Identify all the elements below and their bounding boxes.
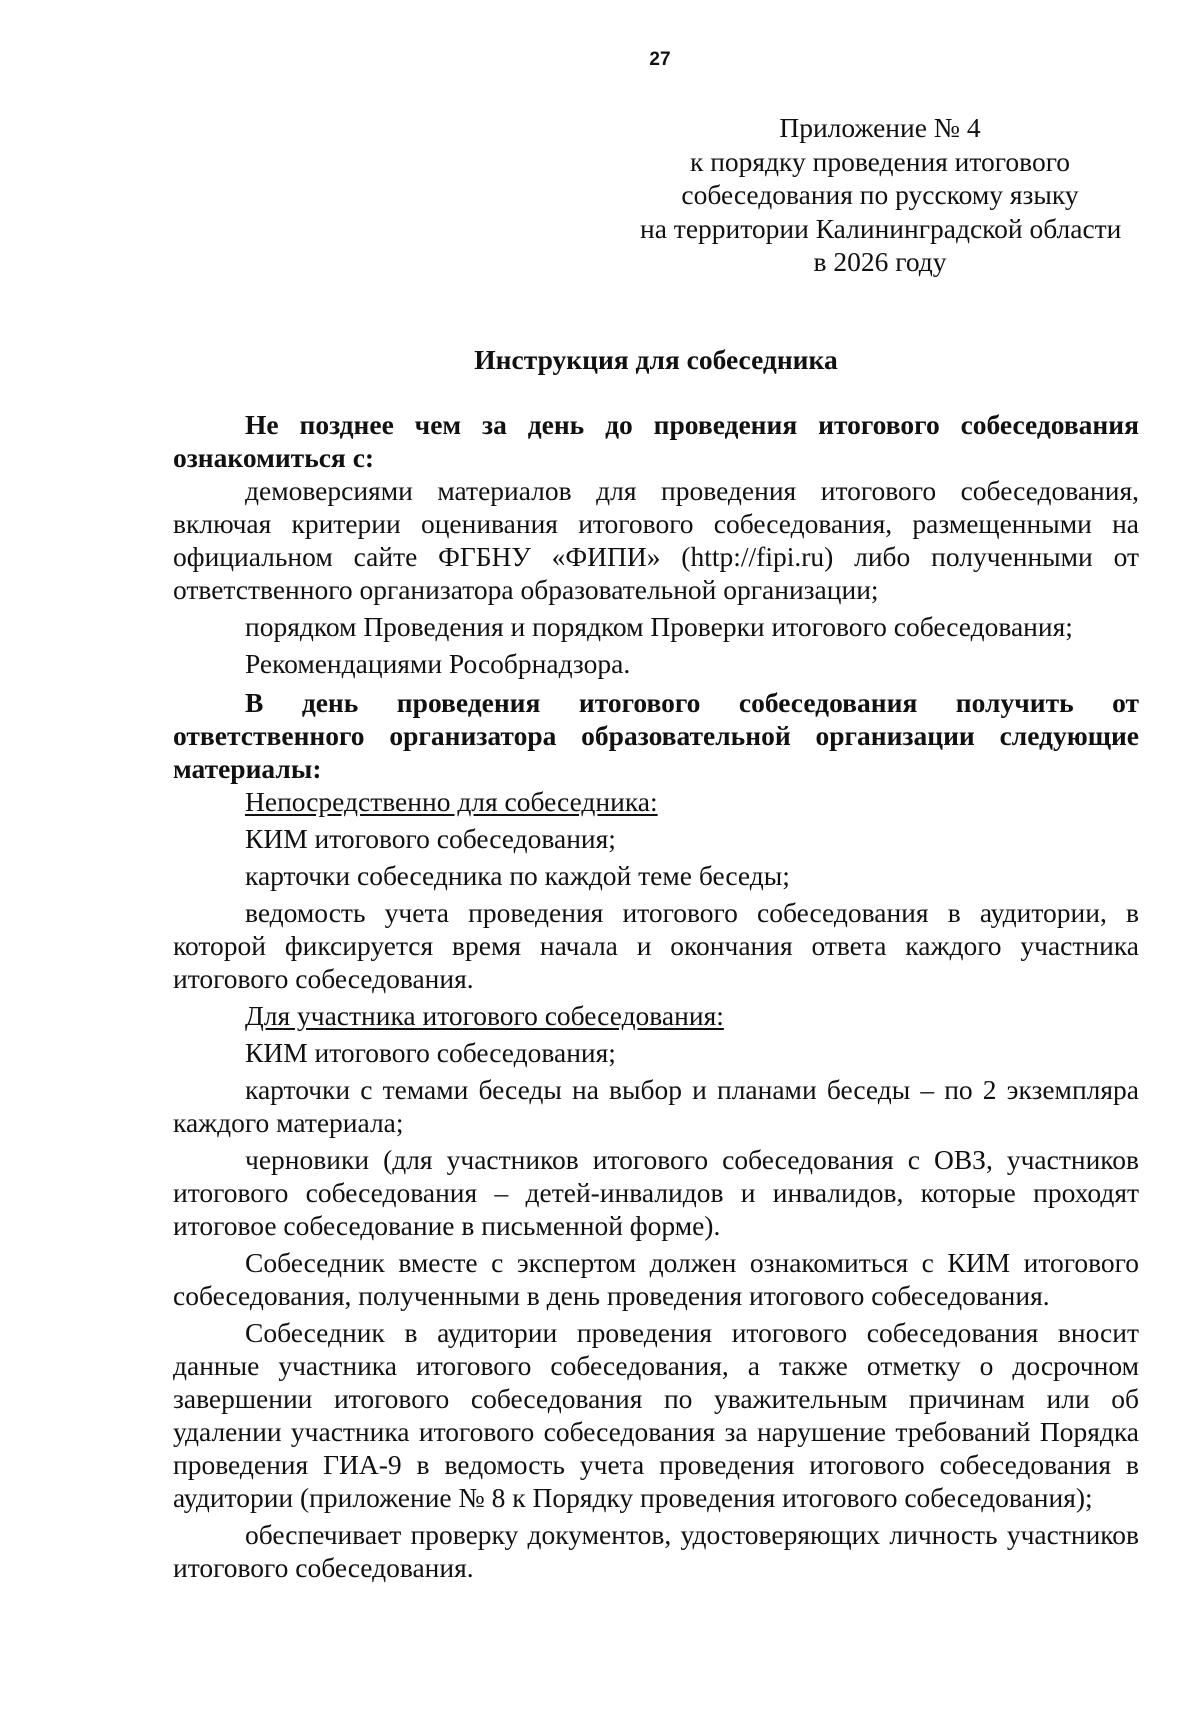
subheading-underlined	[173, 785, 1139, 818]
paragraph: Рекомендациями Рособрнадзора.	[245, 648, 631, 679]
appendix-line: в 2026 году	[813, 246, 947, 277]
paragraph: порядком Проведения и порядком Проверки итогового собеседования;	[245, 611, 1073, 642]
section-heading: В день проведения итогового собеседования получить от ответственного организатора образовательной организации следующие материалы:	[173, 687, 1139, 784]
paragraph: карточки с темами беседы на выбор и планами беседы – по 2 экземпляра каждого материала;	[173, 1074, 1139, 1138]
section-heading: Не позднее чем за день до проведения итогового собеседования ознакомиться с:	[173, 409, 1139, 473]
appendix-line: на территории Калининградской области	[640, 212, 1122, 244]
document-body	[173, 408, 1139, 1584]
paragraph: Собеседник в аудитории проведения итогового собеседования вносит данные участника итогового собеседования, а также отметку о досрочном завершении итогового собеседования по уважительным причинам или об удалении участника итогового собеседования за нарушение требований Порядка проведения ГИА-9 в ведомость учета проведения итогового собеседования в аудитории (приложение № 8 к Порядку проведения итогового собеседования);	[173, 1317, 1139, 1513]
document-title: Инструкция для собеседника	[474, 344, 838, 375]
paragraph: карточки собеседника по каждой теме беседы;	[245, 860, 790, 891]
subheading-text: Для участника итогового собеседования:	[245, 1000, 724, 1031]
subheading-text: Непосредственно для собеседника:	[245, 786, 658, 817]
appendix-header	[640, 111, 1120, 279]
subheading-underlined	[173, 999, 1139, 1032]
paragraph: Собеседник вместе с экспертом должен ознакомиться с КИМ итогового собеседования, полученными в день проведения итогового собеседования.	[173, 1247, 1139, 1311]
appendix-line: Приложение № 4	[779, 112, 981, 143]
paragraph: ведомость учета проведения итогового собеседования в аудитории, в которой фиксируется время начала и окончания ответа каждого участника итогового собеседования.	[173, 897, 1139, 994]
paragraph: демоверсиями материалов для проведения итогового собеседования, включая критерии оценивания итогового собеседования, размещенными на официальном сайте ФГБНУ «ФИПИ» (http://fipi.ru) либо полученными от ответственного организатора образовательной организации;	[173, 475, 1139, 605]
appendix-line: к порядку проведения итогового	[689, 145, 1071, 177]
page-number: 27	[649, 49, 671, 70]
paragraph: КИМ итогового собеседования;	[245, 823, 616, 854]
paragraph: черновики (для участников итогового собеседования с ОВЗ, участников итогового собеседования – детей-инвалидов и инвалидов, которые проходят итоговое собеседование в письменной форме).	[173, 1144, 1139, 1241]
appendix-line: собеседования по русскому языку	[681, 179, 1079, 210]
paragraph: обеспечивает проверку документов, удостоверяющих личность участников итогового собеседования.	[173, 1519, 1139, 1583]
paragraph: КИМ итогового собеседования;	[245, 1037, 616, 1068]
